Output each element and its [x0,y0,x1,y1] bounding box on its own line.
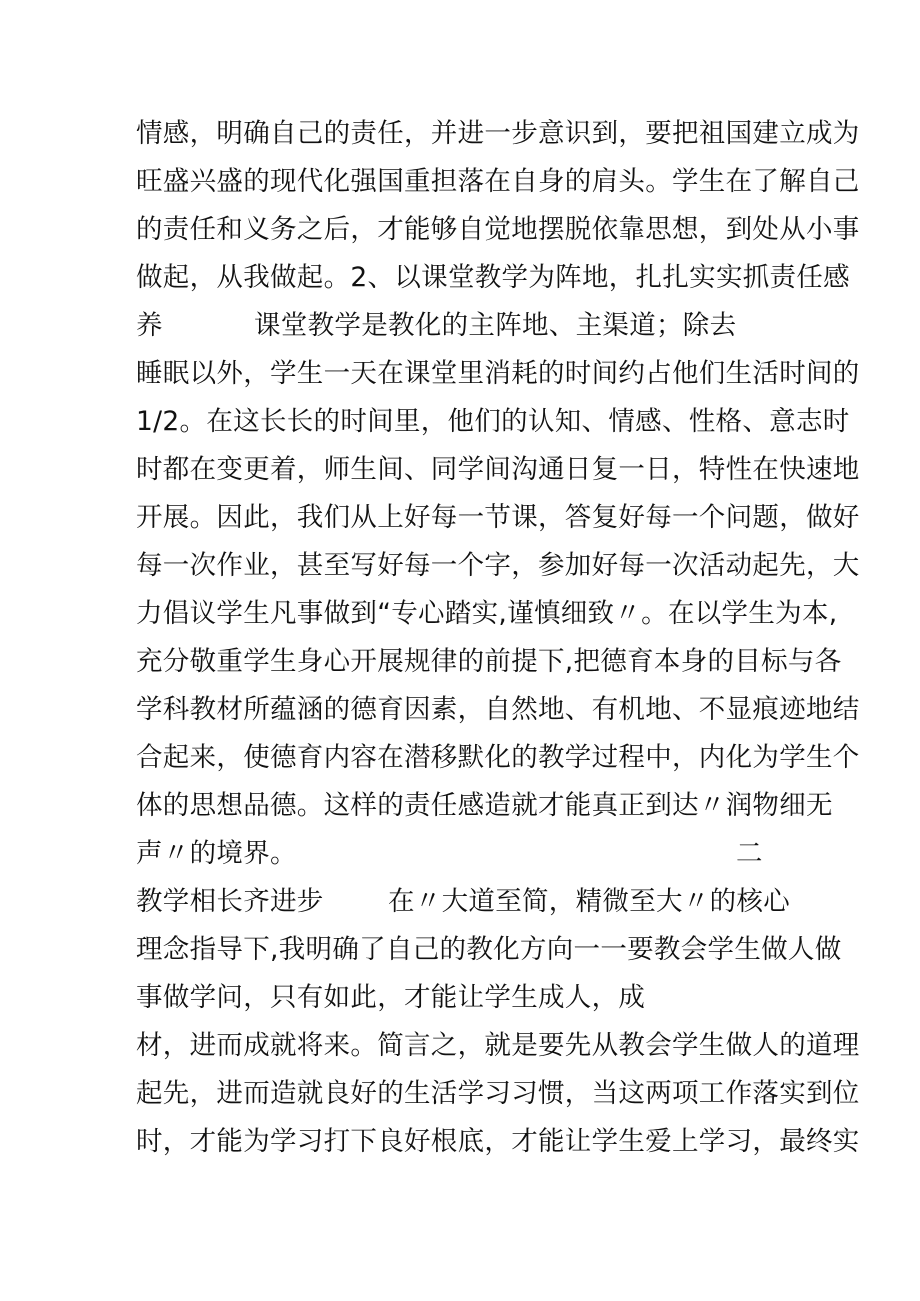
text-line-split [136,834,776,874]
text-line: 情感，明确自己的责任，并进一步意识到，要把祖国建立成为 [136,118,860,149]
text-line-split [136,882,790,922]
text-segment: 在〃大道至简，精微至大〃的核心 [388,886,790,917]
text-line: 力倡议学生凡事做到“专心踏实,谨慎细致〃。在以学生为本, [136,598,838,629]
text-segment: 养 [136,310,163,341]
text-segment: 课堂教学是教化的主阵地、主渠道；除去 [254,310,737,341]
text-line: 材，进而成就将来。简言之，就是要先从教会学生做人的道理 [136,1030,860,1061]
text-line: 时，才能为学习打下良好根底，才能让学生爱上学习，最终实 [136,1126,860,1157]
text-line: 事做学问，只有如此，才能让学生成人，成 [136,982,646,1013]
text-line: 每一次作业，甚至写好每一个字，参加好每一次活动起先，大 [136,550,860,581]
text-line: 睡眠以外，学生一天在课堂里消耗的时间约占他们生活时间的 [136,358,860,389]
text-line: 时都在变更着，师生间、同学间沟通日复一日，特性在快速地 [136,454,860,485]
text-line: 旺盛兴盛的现代化强国重担落在自身的肩头。学生在了解自己 [136,166,860,197]
text-line: 起先，进而造就良好的生活学习习惯，当这两项工作落实到位 [136,1078,860,1109]
text-line: 做起，从我做起。2、以课堂教学为阵地，扎扎实实抓责任感 [136,262,850,293]
text-line: 学科教材所蕴涵的德育因素，自然地、有机地、不显痕迹地结 [136,694,860,725]
section-heading: 教学相长齐进步 [136,886,324,917]
text-line: 的责任和义务之后，才能够自觉地摆脱依靠思想，到处从小事 [136,214,860,245]
text-line: 合起来，使德育内容在潜移默化的教学过程中，内化为学生个 [136,742,860,773]
text-line: 1/2。在这长长的时间里，他们的认知、情感、性格、意志时 [136,406,850,437]
text-line: 充分敬重学生身心开展规律的前提下,把德育本身的目标与各 [136,646,842,677]
text-line: 体的思想品德。这样的责任感造就才能真正到达〃润物细无 [136,790,833,821]
text-line: 开展。因此，我们从上好每一节课，答复好每一个问题，做好 [136,502,860,533]
section-number: 二 [736,838,763,869]
text-segment: 声〃的境界。 [136,838,297,869]
text-line: 理念指导下,我明确了自己的教化方向一一要教会学生做人做 [136,934,842,965]
text-line-split [136,306,836,346]
